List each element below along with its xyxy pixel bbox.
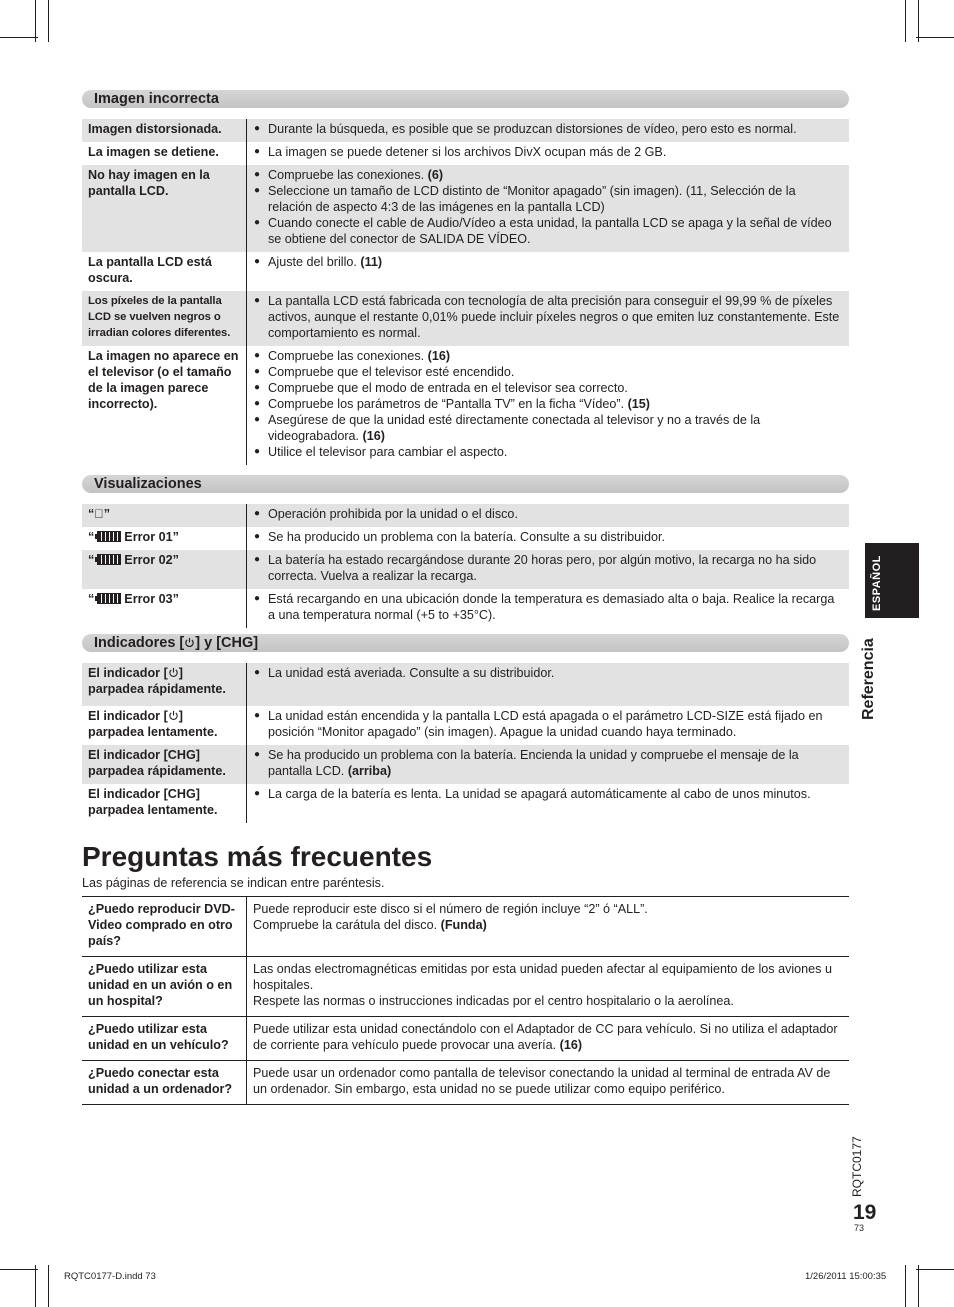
faq-note: Las páginas de referencia se indican entre paréntesis. (82, 876, 385, 890)
crop-mark (905, 1265, 906, 1307)
crop-mark (35, 0, 36, 42)
problem-cell: El indicador [CHG] parpadea lentamente. (82, 784, 247, 823)
page-ref: (16) (427, 349, 451, 363)
solution-cell (247, 142, 850, 165)
crop-mark (48, 0, 49, 42)
table-row (82, 784, 849, 823)
problem-cell: “ Error 01” (82, 527, 247, 550)
solution-cell (247, 550, 850, 589)
solution-cell (247, 504, 850, 527)
solution-cell (247, 663, 850, 706)
model-code: RQTC0177 (850, 1136, 864, 1197)
power-icon (168, 667, 179, 678)
question-cell: ¿Puedo reproducir DVD-Video comprado en otro país? (82, 897, 247, 957)
power-icon (168, 710, 179, 721)
problem-cell: La pantalla LCD está oscura. (82, 252, 247, 291)
battery-icon (97, 593, 121, 604)
question-cell: ¿Puedo utilizar esta unidad en un vehículo? (82, 1017, 247, 1061)
solution-item: ● Utilice el televisor para cambiar el aspecto. (253, 444, 843, 460)
crop-mark (35, 1265, 36, 1307)
page-ref: (arriba) (347, 764, 392, 778)
crop-mark (905, 0, 906, 42)
solution-cell (247, 784, 850, 823)
table-row (82, 897, 849, 957)
page-ref: (6) (427, 168, 444, 182)
solution-cell (247, 706, 850, 745)
crop-mark (916, 1269, 954, 1270)
footer-file: RQTC0177-D.indd 73 (64, 1271, 156, 1282)
solution-cell (247, 346, 850, 465)
faq-table (82, 896, 849, 1105)
troubleshoot-table-display (82, 504, 849, 628)
question-cell: ¿Puedo conectar esta unidad a un ordenador? (82, 1061, 247, 1105)
page-ref: (11) (360, 255, 383, 269)
problem-cell: Los píxeles de la pantalla LCD se vuelven negros o irradian colores diferentes. (82, 291, 247, 346)
answer-cell: Puede usar un ordenador como pantalla de televisor conectando la unidad al terminal de entrada AV de un ordenador. Sin embargo, esta unidad no se puede utilizar como equipo periférico. (247, 1061, 850, 1105)
problem-cell: El indicador [ ] parpadea rápidamente. (82, 663, 247, 706)
solution-item: ● Compruebe los parámetros de “Pantalla TV” en la ficha “Vídeo”. (15) (253, 396, 843, 412)
problem-cell: “ Error 02” (82, 550, 247, 589)
table-row (82, 252, 849, 291)
solution-item: ● Cuando conecte el cable de Audio/Vídeo a esta unidad, la pantalla LCD se apaga y la señal de vídeo se obtiene del conector de SALIDA DE VÍDEO. (253, 215, 843, 247)
solution-item: ● Ajuste del brillo. (11) (253, 254, 843, 270)
problem-cell: Imagen distorsionada. (82, 119, 247, 142)
problem-cell: “ Error 03” (82, 589, 247, 628)
answer-cell: Puede utilizar esta unidad conectándolo con el Adaptador de CC para vehículo. Si no utiliza el adaptador de corriente para vehículo puede provocar una avería. (16) (247, 1017, 850, 1061)
problem-cell: El indicador [CHG] parpadea rápidamente. (82, 745, 247, 784)
section-header-indicators: Indicadores [ ] y [CHG] (82, 634, 849, 652)
crop-mark (918, 0, 919, 42)
table-row (82, 119, 849, 142)
problem-cell: La imagen se detiene. (82, 142, 247, 165)
solution-cell (247, 291, 850, 346)
solution-cell (247, 527, 850, 550)
solution-item: ● La carga de la batería es lenta. La unidad se apagará automáticamente al cabo de unos minutos. (253, 786, 843, 802)
solution-cell (247, 745, 850, 784)
language-tab: ESPAÑOL (865, 543, 919, 618)
solution-item: ● La batería ha estado recargándose durante 20 horas pero, por algún motivo, la recarga no ha sido correcta. Vuelva a realizar la recarga. (253, 552, 843, 584)
problem-cell: “⃠” (82, 504, 247, 527)
table-row (82, 706, 849, 745)
troubleshoot-table-indicators (82, 663, 849, 823)
answer-cell: Puede reproducir este disco si el número de región incluye “2” ó “ALL”. Compruebe la carátula del disco. (Funda) (247, 897, 850, 957)
solution-item: ● Seleccione un tamaño de LCD distinto de “Monitor apagado” (sin imagen). (11, Selección de la relación de aspecto 4:3 de las imágenes en la pantalla LCD) (253, 183, 843, 215)
problem-cell: No hay imagen en la pantalla LCD. (82, 165, 247, 252)
page-ref: (15) (627, 397, 650, 411)
solution-item: ● Durante la búsqueda, es posible que se produzcan distorsiones de vídeo, pero esto es normal. (253, 121, 843, 137)
table-row (82, 142, 849, 165)
solution-item: ● Se ha producido un problema con la batería. Encienda la unidad y compruebe el mensaje de la pantalla LCD. (arriba) (253, 747, 843, 779)
crop-mark (48, 1265, 49, 1307)
solution-item: ● Está recargando en una ubicación donde la temperatura es demasiado alta o baja. Realice la recarga a una temperatura normal (+5 to +35°C). (253, 591, 843, 623)
solution-cell (247, 252, 850, 291)
sub-page-number: 73 (854, 1223, 865, 1233)
solution-item: ● La pantalla LCD está fabricada con tecnología de alta precisión para conseguir el 99,99 % de píxeles activos, aunque el restante 0,01% puede incluir píxeles negros o que emiten luz constantemente. Este comportamiento es normal. (253, 293, 843, 341)
page-ref: (Funda) (440, 918, 487, 932)
table-row (82, 165, 849, 252)
problem-cell: La imagen no aparece en el televisor (o el tamaño de la imagen parece incorrecto). (82, 346, 247, 465)
solution-item: ● Compruebe las conexiones. (6) (253, 167, 843, 183)
answer-cell: Las ondas electromagnéticas emitidas por esta unidad pueden afectar al equipamiento de los aviones u hospitales. Respete las normas o instrucciones indicadas por el centro hospitalario o la aerolínea. (247, 957, 850, 1017)
solution-item: ● Operación prohibida por la unidad o el disco. (253, 506, 843, 522)
troubleshoot-table-picture (82, 119, 849, 465)
table-row (82, 1017, 849, 1061)
solution-item: ● La unidad está averiada. Consulte a su distribuidor. (253, 665, 843, 681)
crop-mark (0, 37, 38, 38)
table-row (82, 589, 849, 628)
table-row (82, 291, 849, 346)
solution-item: ● Compruebe las conexiones. (16) (253, 348, 843, 364)
table-row (82, 550, 849, 589)
table-row (82, 1061, 849, 1105)
page-content (82, 90, 849, 1105)
solution-item: ● La imagen se puede detener si los archivos DivX ocupan más de 2 GB. (253, 144, 843, 160)
table-row (82, 504, 849, 527)
solution-cell (247, 119, 850, 142)
battery-icon (97, 531, 121, 542)
table-row (82, 745, 849, 784)
faq-title: Preguntas más frecuentes (82, 841, 433, 872)
footer-timestamp: 1/26/2011 15:00:35 (805, 1271, 887, 1282)
table-row (82, 663, 849, 706)
crop-mark (0, 1269, 38, 1270)
page-ref: (16) (559, 1038, 583, 1052)
solution-item: ● Compruebe que el televisor esté encendido. (253, 364, 843, 380)
crop-mark (918, 1265, 919, 1307)
solution-item: ● Asegúrese de que la unidad esté directamente conectada al televisor y no a través de la videograbadora. (16) (253, 412, 843, 444)
solution-cell (247, 589, 850, 628)
solution-cell (247, 165, 850, 252)
table-row (82, 346, 849, 465)
table-row (82, 527, 849, 550)
crop-mark (916, 37, 954, 38)
battery-icon (97, 554, 121, 565)
section-header-picture: Imagen incorrecta (82, 90, 849, 108)
page-ref: (16) (362, 429, 385, 443)
solution-item: ● Se ha producido un problema con la batería. Consulte a su distribuidor. (253, 529, 843, 545)
solution-item: ● La unidad están encendida y la pantalla LCD está apagada o el parámetro LCD-SIZE está fijado en posición “Monitor apagado” (sin imagen). Apague la unidad cuando haya terminado. (253, 708, 843, 740)
solution-item: ● Compruebe que el modo de entrada en el televisor sea correcto. (253, 380, 843, 396)
page-number: 19 (853, 1201, 877, 1224)
question-cell: ¿Puedo utilizar esta unidad en un avión o en un hospital? (82, 957, 247, 1017)
problem-cell: El indicador [ ] parpadea lentamente. (82, 706, 247, 745)
table-row (82, 957, 849, 1017)
section-label: Referencia (860, 638, 877, 720)
section-header-display: Visualizaciones (82, 475, 849, 493)
power-icon (184, 637, 195, 648)
